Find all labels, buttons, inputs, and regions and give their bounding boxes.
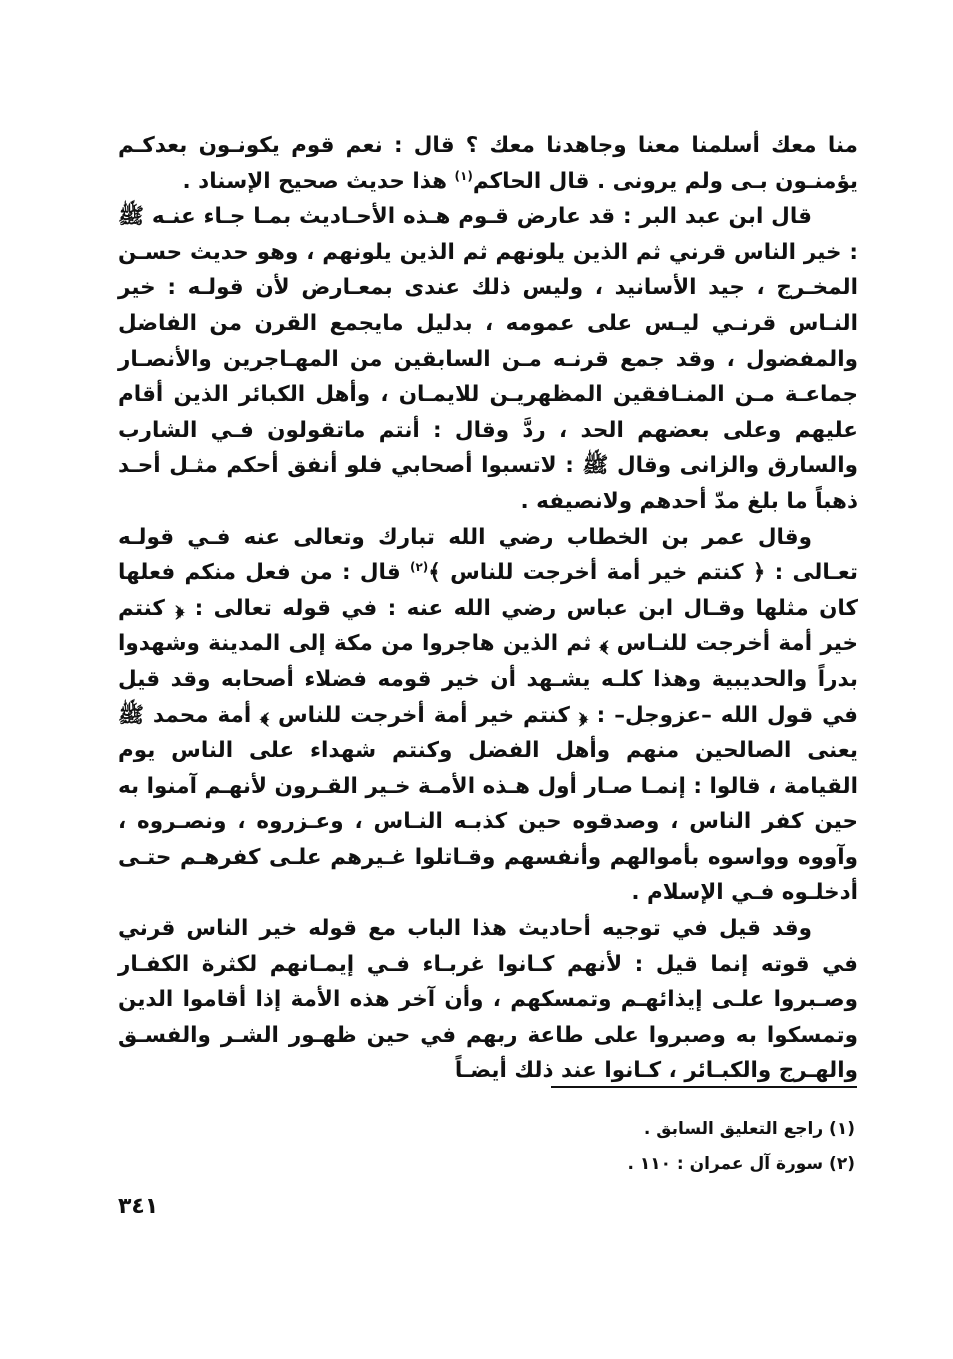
footnote-1: (١) راجع التعليق السابق . <box>643 1119 855 1139</box>
text-segment: قال ابن عبد البر : قد عارض قـوم هـذه الأحـاديث بمـا جـاء عنـه ﷺ : خير الناس قرني ثم الذين يلونهم ثم الذين يلونهم ، وهو حديث حسـن المخـرج ، جيد الأسانيد ، وليس ذلك عندى بمعـارض لأن قولـه : خير النـاس قرنـي ليـس على عمومه ، بدليل مايجمع القرن من الفاضل والمفضول ، وقد جمع قرنـه مـن السابقين من المهـاجرين والأنصـار جماعـة مـن المنـافقين المظهريـن للايمـان ، وأهل الكبائر الذين أقام عليهم وعلى بعضهم الحد ، ردَّ وقال : أنتم ماتقولون فـي الشارب والسارق والزانى وقال ﷺ : لاتسبوا أصحابي فلو أنفق أحكم مثـل أحـد ذهباً ما بلغ مدّ أحدهم ولانصيفه . <box>118 204 858 514</box>
text-segment: ﴿ كنتم خير أمة أخرجت للناس ﴾ <box>260 702 588 728</box>
text-segment: قال : من فعل منكم فعلها كان مثلها وقـال ابن عباس رضي الله عنه : في قوله تعالى : <box>118 560 858 621</box>
footnote-separator <box>551 1086 857 1088</box>
text-segment: ﴿ كنتم خير أمة أخرجت للناس ﴾ <box>428 560 766 586</box>
paragraph <box>118 911 858 1089</box>
paragraph <box>118 199 858 519</box>
text-segment: ﴿ كنتم خير أمة أخرجت للنـاس ﴾ <box>118 595 858 657</box>
text-segment: منا معك أسلمنا معنا وجاهدنا معك ؟ قال : نعم قوم يكونـون بعدكـم يؤمنـون بـى ولم يرونى . قال الحاكم <box>118 133 858 194</box>
footnotes <box>400 1112 855 1182</box>
text-segment: هذا حديث صحيح الإسناد . <box>182 168 455 194</box>
paragraph <box>118 128 858 199</box>
text-segment: ثم الذين هاجروا من مكة إلى المدينة وشهدوا بدراً والحديبية وهذا كلـه يشـهد أن خير قومه فضلاء أصحابه وقد قيل في قول الله –عزوجل– : <box>118 631 858 728</box>
text-segment: وقال عمر بن الخطاب رضي الله تبارك وتعالى عنه فـي قولـه تعـالى : <box>118 524 859 586</box>
text-segment: وقد قيل في توجيه أحاديث هذا الباب مع قوله خير الناس قرني في قوته إنما قيل : لأنهم كـانوا غربـاء فـي إيمـانهم لكثرة الكفـار وصـبروا علـى إيذائهـم وتمسكهم ، وأن آخر هذه الأمة إذا أقاموا الدين وتمسكوا به وصبروا على طاعة ربهم في حين ظهـور الشـر والفسـق والهـرج والكبـائر ، كـانوا عند ذلك أيضـاً <box>118 916 858 1084</box>
page-number: ٣٤١ <box>118 1194 159 1219</box>
paragraph <box>118 520 858 912</box>
footnote-reference: (١) <box>454 168 473 183</box>
main-text <box>118 128 858 1089</box>
text-segment: أمة محمد ﷺ يعنى الصالحين منهم وأهل الفضل وكنتم شهداء على الناس يوم القيامة ، قالوا : إنمـا صـار أول هـذه الأمـة خـير القـرون لأنهـم آمنوا به حين كفر الناس ، وصدقوه حين كذبـه النـاس ، وعـزروه ، ونصـروه ، وآووه وواسوه بأموالهم وأنفسهم وقـاتلوا غـيرهم علـى كفرهـم حتـى أدخلـوه فـي الإسلام . <box>118 702 858 906</box>
footnote-reference: (٢) <box>409 559 429 574</box>
footnote-2: (٢) سورة آل عمران : ١١٠ . <box>627 1154 855 1174</box>
